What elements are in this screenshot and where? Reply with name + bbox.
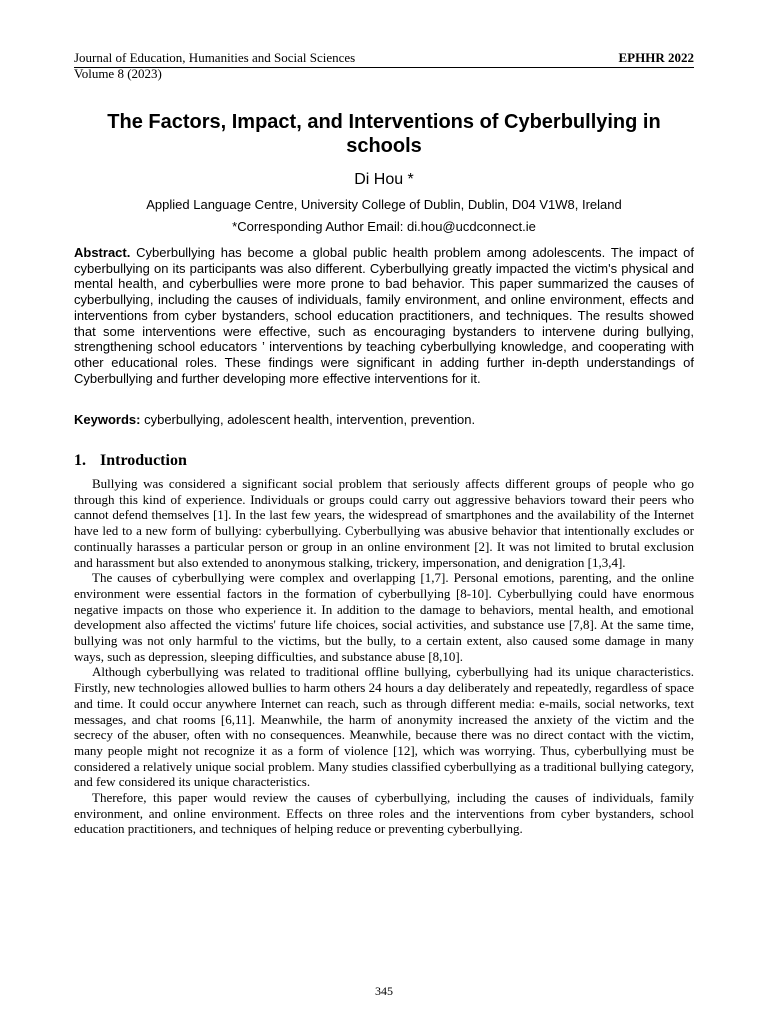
author-name: Di Hou *	[354, 171, 414, 188]
paper-title: The Factors, Impact, and Interventions of Cyberbullying in schools	[107, 111, 661, 157]
abstract-label: Abstract.	[74, 245, 131, 260]
section-heading-introduction	[74, 451, 694, 471]
body-paragraph: Bullying was considered a significant social problem that seriously affects different groups of people who go through this kind of experience. Individuals or groups could carry out aggressive behaviors toward their peers who cannot defend themselves [1]. In the last few years, the widespread of smartphones and the availability of the Internet have led to a new form of bullying: cyberbullying. Cyberbullying was abusive behavior that intentionally excludes or continually harasses a particular person or group in an online environment [2]. It was not limited to brutal exclusion and harassment but also extended to anonymous stalking, trickery, impersonation, and denigration [1,3,4].	[74, 476, 694, 570]
body-paragraph: Although cyberbullying was related to traditional offline bullying, cyberbullying had its unique characteristics. Firstly, new technologies allowed bullies to harm others 24 hours a day deliberately and repeatedly, regardless of space and time. It could occur anywhere Internet can reach, such as through different media: e-mails, social networks, text messages, and chat rooms [6,11]. Meanwhile, the harm of anonymity increased the anxiety of the victim and the secrecy of the abuser, often with no consequences. Meanwhile, because there was no direct contact with the victim, many people might not recognize it as a form of violence [12], which was worrying. Thus, cyberbullying must be considered a relatively unique social problem. Many studies classified cyberbullying as a traditional bullying category, and few considered its unique characteristics.	[74, 664, 694, 790]
abstract	[74, 245, 694, 386]
keywords-text: cyberbullying, adolescent health, intervention, prevention.	[144, 412, 476, 427]
section-number: 1.	[74, 452, 86, 469]
section-title: Introduction	[100, 452, 187, 469]
keywords-label: Keywords:	[74, 412, 141, 427]
conference-name: EPHHR 2022	[618, 50, 694, 65]
journal-name: Journal of Education, Humanities and Social Sciences	[74, 50, 356, 65]
introduction-body	[74, 476, 694, 837]
keywords	[74, 412, 694, 428]
body-paragraph: Therefore, this paper would review the causes of cyberbullying, including the causes of individuals, family environment, and online environment. Effects on three roles and the interventions from cyber bystanders, school education practitioners, and techniques of helping reduce or preventing cyberbullying.	[74, 790, 694, 837]
abstract-text: Cyberbullying has become a global public health problem among adolescents. The impact of cyberbullying on its participants was also different. Cyberbullying greatly impacted the victim's physical and mental health, and cyberbullies were more prone to bad behavior. This paper summarized the causes of cyberbullying, including the causes of individuals, family environment, and online environment, effects and interventions from cyber bystanders, school education practitioners, and techniques. The results showed that some interventions were effective, such as encouraging bystanders to intervene during bullying, strengthening school educators ’ interventions by teaching cyberbullying knowledge, and cooperating with other educational roles. These findings were significant in adding further in-depth understandings of Cyberbullying and further developing more effective interventions for it.	[74, 245, 694, 386]
author-affiliation: Applied Language Centre, University College of Dublin, Dublin, D04 V1W8, Ireland	[146, 197, 622, 212]
corresponding-email: *Corresponding Author Email: di.hou@ucdconnect.ie	[232, 219, 536, 234]
body-paragraph: The causes of cyberbullying were complex and overlapping [1,7]. Personal emotions, parenting, and the online environment were essential factors in the formation of cyberbullying [8-10]. Cyberbullying could have enormous negative impacts on those who experience it. In addition to the damage to behaviors, mental health, and emotional development also affected the victims' future life choices, social activities, and substance use [7,8]. At the same time, bullying was not only harmful to the victims, but the bully, to a certain extent, also caused some damage in many ways, such as depression, sleeping difficulties, and substance abuse [8,10].	[74, 570, 694, 664]
header-rule	[74, 67, 694, 68]
volume-label: Volume 8 (2023)	[74, 66, 162, 81]
page-number: 345	[375, 984, 393, 998]
running-header	[74, 50, 694, 82]
